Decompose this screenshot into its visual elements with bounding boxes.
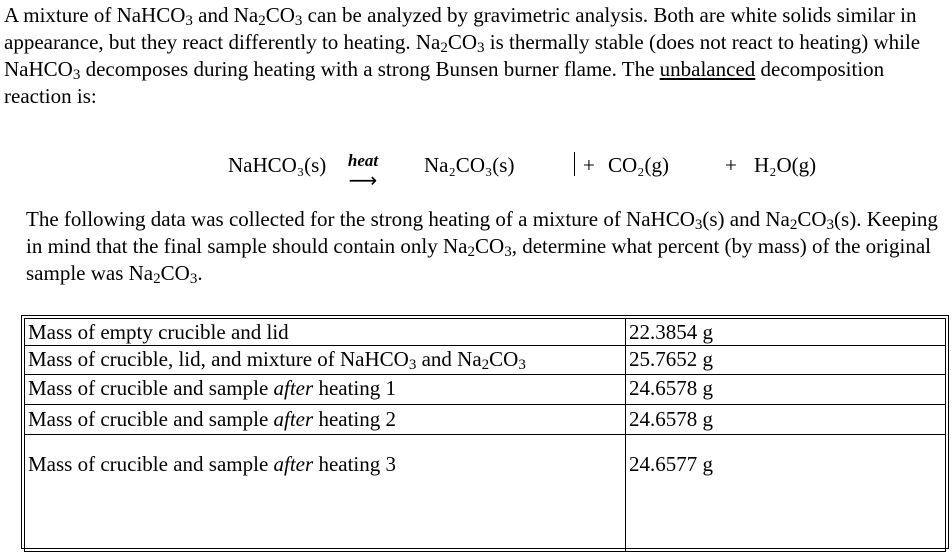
emphasis-text: after: [273, 407, 314, 431]
product-water: H₂O(g): [754, 153, 817, 177]
subscript: 2: [481, 357, 490, 373]
intro-text: and Na: [192, 3, 259, 27]
row-value: 24.6578 g: [626, 405, 946, 435]
subscript: 2: [258, 13, 266, 29]
subscript: 3: [694, 217, 703, 233]
row-value: 24.6577 g: [626, 435, 946, 552]
intro-text: CO: [265, 3, 295, 27]
arrow-icon: ⟶: [348, 168, 378, 192]
intro-text: CO: [447, 30, 478, 54]
question-text: CO: [475, 234, 505, 258]
subscript: 3: [189, 271, 198, 287]
label-text: CO: [489, 347, 519, 371]
label-text: heating 1: [313, 376, 396, 400]
table-row: [25, 375, 946, 405]
question-text: .: [197, 261, 203, 285]
subscript: 3: [408, 357, 417, 373]
row-value: 22.3854 g: [626, 319, 946, 346]
label-text: Mass of crucible and sample: [28, 407, 274, 431]
label-text: Mass of crucible, lid, and mixture of NaHCO: [28, 347, 409, 371]
subscript: 3: [518, 357, 526, 373]
text-cursor: [574, 152, 575, 176]
question-text: (s). Keeping in mind that the final sample should contain only Na: [26, 207, 938, 258]
subscript: 3: [294, 13, 303, 29]
label-text: heating 3: [313, 452, 396, 476]
intro-text: A mixture of NaHCO: [4, 3, 186, 27]
subscript: 3: [504, 244, 512, 260]
row-label: [25, 435, 626, 552]
subscript: 3: [72, 67, 81, 83]
emphasis-text: after: [273, 452, 314, 476]
subscript: 2: [440, 40, 448, 56]
intro-paragraph: [4, 2, 944, 110]
subscript: 2: [467, 244, 476, 260]
question-text: CO: [160, 261, 190, 285]
label-text: Mass of crucible and sample: [28, 452, 274, 476]
table-row: [25, 435, 946, 552]
question-paragraph: [26, 206, 952, 287]
product-sodium-carbonate: Na₂CO₃(s): [424, 153, 515, 177]
intro-text: decomposition reaction is:: [4, 57, 885, 108]
table-row: [25, 346, 946, 375]
row-label: [25, 319, 626, 346]
question-text: (s) and Na: [702, 207, 790, 231]
table-row: [25, 319, 946, 346]
underlined-word: unbalanced: [659, 57, 756, 81]
row-value: 24.6578 g: [626, 375, 946, 405]
data-table: [24, 318, 946, 552]
arrow-label: heat: [347, 151, 379, 170]
subscript: 3: [477, 40, 485, 56]
label-text: and Na: [416, 347, 482, 371]
reactant: NaHCO₃(s): [228, 153, 327, 177]
question-text: , determine what percent (by mass) of the original sample was Na: [26, 234, 931, 285]
intro-text: can be analyzed by gravimetric analysis. Both are white solids similar in appearance, but they react differently to heating. Na: [4, 3, 917, 54]
row-label: [25, 346, 626, 375]
question-text: The following data was collected for the strong heating of a mixture of NaHCO: [26, 207, 695, 231]
row-label: [25, 375, 626, 405]
intro-text: is thermally stable (does not react to heating) while NaHCO: [4, 30, 921, 81]
table-row: [25, 405, 946, 435]
reaction-arrow: [341, 152, 385, 191]
row-value: 25.7652 g: [626, 346, 946, 375]
subscript: 2: [789, 217, 798, 233]
subscript: 3: [826, 217, 835, 233]
intro-text: decomposes during heating with a strong Bunsen burner flame. The: [80, 57, 660, 81]
plus-sign: +: [583, 153, 595, 177]
plus-sign: +: [725, 153, 737, 177]
subscript: 3: [185, 13, 193, 29]
subscript: 2: [153, 271, 161, 287]
emphasis-text: after: [273, 376, 314, 400]
question-text: CO: [797, 207, 827, 231]
label-text: Mass of empty crucible and lid: [28, 320, 289, 344]
row-label: [25, 405, 626, 435]
label-text: Mass of crucible and sample: [28, 376, 274, 400]
product-carbon-dioxide: CO₂(g): [608, 153, 669, 177]
label-text: heating 2: [313, 407, 396, 431]
